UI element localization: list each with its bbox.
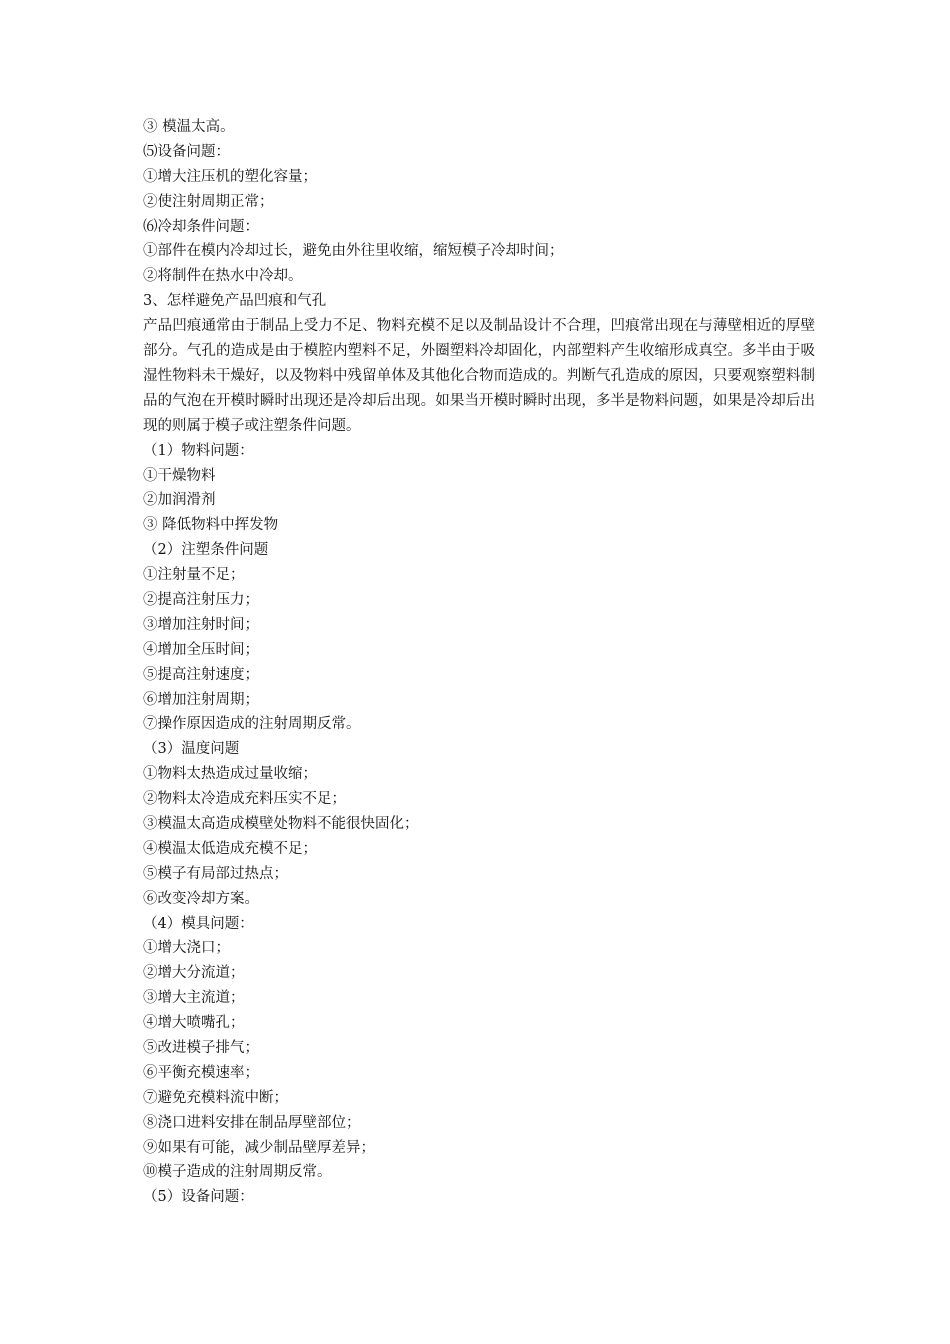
section-heading: ⑸设备问题：: [143, 143, 230, 160]
text-line: ①注射量不足；: [143, 567, 245, 584]
text-line: ③增大主流道；: [143, 990, 245, 1007]
section-heading: （1）物料问题：: [143, 442, 254, 459]
text-line: ①干燥物料: [143, 467, 216, 484]
text-line: ①增大注压机的塑化容量；: [143, 168, 317, 185]
text-line: ②物料太冷造成充料压实不足；: [143, 791, 346, 808]
text-line: ②使注射周期正常；: [143, 193, 274, 210]
text-line: ③模温太高造成模壁处物料不能很快固化；: [143, 816, 419, 833]
text-line: ⑥增加注射周期；: [143, 691, 259, 708]
section-heading: （2）注塑条件问题: [143, 542, 269, 559]
text-line: ⑩模子造成的注射周期反常。: [143, 1164, 332, 1181]
text-line: ②加润滑剂: [143, 492, 216, 509]
text-line: ②提高注射压力；: [143, 592, 259, 608]
text-line: ⑧浇口进料安排在制品厚壁部位；: [143, 1114, 361, 1131]
text-line: ①增大浇口；: [143, 940, 230, 957]
text-line: ④增加全压时间；: [143, 641, 259, 658]
text-line: ⑥改变冷却方案。: [143, 890, 259, 907]
text-line: ⑤提高注射速度；: [143, 666, 259, 683]
text-line: ④增大喷嘴孔；: [143, 1015, 245, 1032]
text-line: ⑦避免充模料流中断；: [143, 1089, 288, 1106]
text-line: ②增大分流道；: [143, 965, 245, 982]
body-paragraph: 产品凹痕通常由于制品上受力不足、物料充模不足以及制品设计不合理，凹痕常出现在与薄壁相近的厚壁部分。气孔的造成是由于模腔内塑料不足，外圈塑料冷却固化，内部塑料产生收缩形成真空。多半由于吸湿性物料未干燥好，以及物料中残留单体及其他化合物而造成的。判断气孔造成的原因，只要观察塑料制品的气泡在开模时瞬时出现还是冷却后出现。如果当开模时瞬时出现，多半是物料问题，如果是冷却后出现的则属于模子或注塑条件问题。: [143, 318, 815, 434]
text-line: ⑦操作原因造成的注射周期反常。: [143, 716, 361, 733]
section-title: 3、怎样避免产品凹痕和气孔: [143, 293, 327, 310]
text-line: ⑤模子有局部过热点；: [143, 865, 288, 882]
text-line: ⑨如果有可能，减少制品壁厚差异；: [143, 1139, 375, 1156]
text-line: ②将制件在热水中冷却。: [143, 268, 303, 285]
text-line: ③ 模温太高。: [143, 119, 235, 135]
text-line: ⑥平衡充模速率；: [143, 1064, 259, 1081]
text-line: ③增加注射时间；: [143, 616, 259, 633]
text-line: ⑤改进模子排气；: [143, 1040, 259, 1057]
text-line: ①部件在模内冷却过长，避免由外往里收缩，缩短模子冷却时间；: [143, 243, 564, 260]
section-heading: （3）温度问题: [143, 741, 240, 758]
text-line: ④模温太低造成充模不足；: [143, 840, 317, 857]
section-heading: （5）设备问题：: [143, 1189, 254, 1206]
text-line: ①物料太热造成过量收缩；: [143, 766, 317, 783]
section-heading: ⑹冷却条件问题：: [143, 218, 259, 235]
document-page: [143, 115, 815, 1210]
text-line: ③ 降低物料中挥发物: [143, 517, 279, 534]
section-heading: （4）模具问题：: [143, 915, 254, 932]
